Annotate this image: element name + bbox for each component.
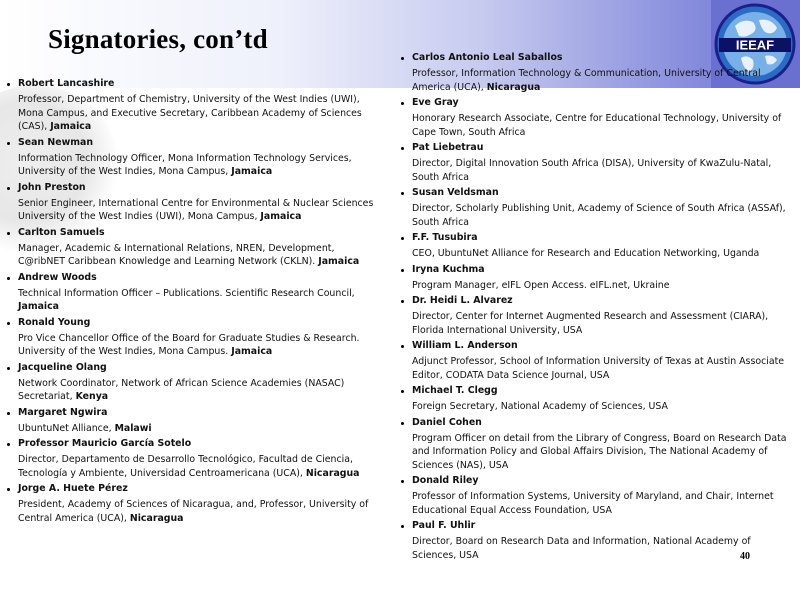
- signatory-name: Margaret Ngwira: [18, 406, 108, 418]
- signatory-affiliation: [18, 287, 379, 316]
- signatory-affiliation: [412, 112, 793, 141]
- signatory-entry: [401, 519, 793, 564]
- affiliation-text: Manager, Academic & International Relations, NREN, Development, C@ribNET Caribbean Knowledge and Learning Network (CKLN).: [18, 242, 335, 267]
- signatory-affiliation: [18, 93, 379, 136]
- affiliation-text: Director, Digital Innovation South Africa (DISA), University of KwaZulu-Natal, South Africa: [412, 158, 772, 183]
- affiliation-country: Jamaica: [231, 346, 273, 357]
- signatory-entry: [7, 316, 379, 361]
- signatory-affiliation: [18, 242, 379, 271]
- signatory-entry: [401, 231, 793, 263]
- signatory-name: Donald Riley: [412, 475, 479, 486]
- signatory-entry: [401, 339, 793, 384]
- signatory-affiliation: [412, 432, 793, 475]
- signatory-name: Dr. Heidi L. Alvarez: [412, 295, 513, 306]
- signatory-affiliation: [18, 453, 379, 482]
- signatory-entry: [7, 437, 379, 482]
- signatory-affiliation: [18, 377, 379, 406]
- affiliation-text: Director, Scholarly Publishing Unit, Academy of Science of South Africa (ASSAf), South Africa: [412, 203, 786, 228]
- signatory-entry: [401, 141, 793, 186]
- signatory-entry: [7, 406, 379, 438]
- affiliation-text: Program Officer on detail from the Library of Congress, Board on Research Data and Information Policy and Global Affairs Division, The National Academy of Sciences (NAS), USA: [412, 432, 787, 471]
- signatory-entry: [7, 482, 379, 527]
- signatory-name: Daniel Cohen: [412, 416, 482, 428]
- signatory-entry: [7, 136, 379, 181]
- affiliation-text: Adjunct Professor, School of Information University of Texas at Austin Associate Editor, CODATA Data Science Journal, USA: [412, 356, 785, 381]
- signatory-entry: [7, 77, 379, 136]
- signatory-name: John Preston: [18, 181, 86, 193]
- signatory-affiliation: [18, 422, 379, 438]
- affiliation-text: UbuntuNet Alliance,: [18, 422, 115, 434]
- page-number: 40: [740, 551, 750, 562]
- signatory-entry: [7, 271, 379, 316]
- signatory-affiliation: [18, 332, 379, 361]
- affiliation-text: Technical Information Officer – Publications. Scientific Research Council,: [18, 287, 355, 299]
- affiliation-text: Professor, Department of Chemistry, University of the West Indies (UWI), Mona Campus, and Executive Secretary, Caribbean Academy of Sciences (CAS),: [18, 94, 362, 132]
- affiliation-country: Jamaica: [318, 256, 360, 267]
- signatory-name: Andrew Woods: [18, 271, 97, 283]
- signatory-name: Iryna Kuchma: [412, 263, 485, 275]
- affiliation-text: Director, Center for Internet Augmented Research and Assessment (CIARA), Florida International University, USA: [412, 311, 769, 336]
- affiliation-text: Director, Board on Research Data and Information, National Academy of Sciences, USA: [412, 536, 751, 561]
- affiliation-text: Network Coordinator, Network of African Science Academies (NASAC) Secretariat,: [18, 377, 345, 402]
- signatory-affiliation: [18, 152, 379, 181]
- logo-text: IEEAF: [735, 37, 775, 53]
- affiliation-country: Kenya: [75, 391, 109, 402]
- signatory-entry: [401, 294, 793, 339]
- signatory-name: Jacqueline Olang: [18, 361, 107, 373]
- affiliation-country: Nicaragua: [486, 81, 541, 93]
- signatory-name: Pat Liebetrau: [412, 142, 484, 153]
- signatory-name: Carlton Samuels: [18, 226, 105, 238]
- signatory-affiliation: [412, 310, 793, 339]
- affiliation-text: Foreign Secretary, National Academy of Sciences, USA: [412, 401, 668, 412]
- signatory-name: Sean Newman: [18, 136, 94, 148]
- signatory-entry: [401, 384, 793, 416]
- signatory-entry: [401, 186, 793, 231]
- affiliation-country: Jamaica: [18, 301, 60, 312]
- signatory-affiliation: [412, 355, 793, 384]
- affiliation-country: Nicaragua: [305, 467, 360, 479]
- signatory-name: Jorge A. Huete Pérez: [18, 483, 128, 494]
- signatory-affiliation: [18, 197, 379, 226]
- affiliation-text: President, Academy of Sciences of Nicaragua, and, Professor, University of Central America (UCA),: [18, 499, 369, 524]
- signatory-affiliation: [412, 67, 793, 96]
- affiliation-text: Program Manager, eIFL Open Access. eIFL.net, Ukraine: [412, 279, 670, 291]
- left-signatory-list: [7, 77, 379, 527]
- affiliation-country: Jamaica: [260, 211, 302, 222]
- signatory-name: Eve Gray: [412, 97, 459, 108]
- affiliation-country: Jamaica: [50, 121, 92, 132]
- affiliation-text: Professor, Information Technology & Communication, University of Central America (UCA),: [412, 68, 761, 93]
- affiliation-country: Nicaragua: [129, 512, 184, 524]
- right-signatory-list: [401, 51, 793, 564]
- affiliation-text: CEO, UbuntuNet Alliance for Research and Education Networking, Uganda: [412, 248, 760, 259]
- signatory-name: F.F. Tusubira: [412, 232, 478, 243]
- signatory-name: Robert Lancashire: [18, 78, 115, 89]
- affiliation-text: Professor of Information Systems, University of Maryland, and Chair, Internet Educational Equal Access Foundation, USA: [412, 491, 774, 516]
- signatory-entry: [7, 181, 379, 226]
- affiliation-text: Director, Departamento de Desarrollo Tecnológico, Facultad de Ciencia, Tecnología y Ambiente, Universidad Centroamericana (UCA),: [18, 454, 353, 479]
- signatory-affiliation: [412, 279, 793, 295]
- signatory-affiliation: [412, 157, 793, 186]
- signatory-name: William L. Anderson: [412, 340, 518, 351]
- affiliation-country: Malawi: [114, 422, 152, 434]
- signatory-entry: [7, 226, 379, 271]
- affiliation-text: Senior Engineer, International Centre for Environmental & Nuclear Sciences University of the West Indies (UWI), Mona Campus,: [18, 197, 374, 222]
- affiliation-text: Honorary Research Associate, Centre for Educational Technology, University of Cape Town, South Africa: [412, 113, 782, 138]
- signatory-name: Paul F. Uhlir: [412, 520, 476, 531]
- signatory-name: Susan Veldsman: [412, 187, 499, 198]
- affiliation-text: Information Technology Officer, Mona Information Technology Services, University of the West Indies, Mona Campus,: [18, 152, 352, 177]
- signatory-name: Michael T. Clegg: [412, 385, 498, 396]
- signatory-name: Ronald Young: [18, 316, 91, 328]
- signatory-affiliation: [412, 202, 793, 231]
- slide-title: Signatories, con’td: [48, 24, 268, 54]
- affiliation-text: Pro Vice Chancellor Office of the Board for Graduate Studies & Research. University of the West Indies, Mona Campus.: [18, 332, 360, 357]
- signatory-entry: [401, 96, 793, 141]
- signatory-entry: [401, 263, 793, 295]
- signatory-entry: [401, 416, 793, 475]
- signatory-entry: [401, 51, 793, 96]
- signatory-affiliation: [412, 490, 793, 519]
- signatory-name: Professor Mauricio García Sotelo: [18, 438, 192, 449]
- signatory-name: Carlos Antonio Leal Saballos: [412, 52, 563, 63]
- signatory-affiliation: [412, 247, 793, 263]
- signatory-affiliation: [412, 400, 793, 416]
- signatory-entry: [401, 474, 793, 519]
- signatory-affiliation: [412, 535, 793, 564]
- signatory-entry: [7, 361, 379, 406]
- affiliation-country: Jamaica: [231, 166, 273, 177]
- signatory-affiliation: [18, 498, 379, 527]
